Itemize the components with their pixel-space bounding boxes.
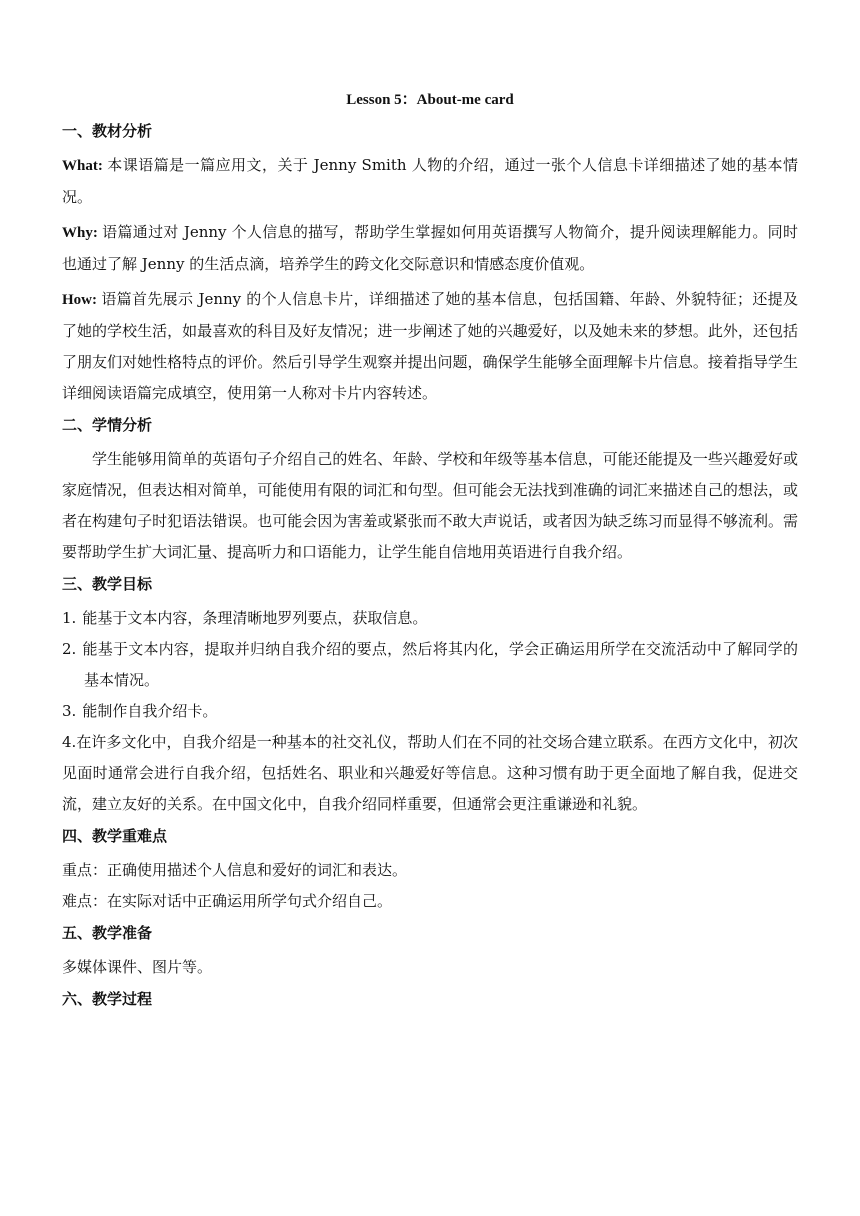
preparation-block	[62, 952, 798, 983]
how-text: 语篇首先展示 Jenny 的个人信息卡片，详细描述了她的基本信息，包括国籍、年龄、外貌特征；还提及了她的学校生活，如最喜欢的科目及好友情况；进一步阐述了她的兴趣爱好，以及她未来的梦想。此外，还包括了朋友们对她性格特点的评价。然后引导学生观察并提出问题，确保学生能够全面理解卡片信息。接着指导学生详细阅读语篇完成填空，使用第一人称对卡片内容转述。	[62, 290, 798, 402]
why-text: 语篇通过对 Jenny 个人信息的描写，帮助学生掌握如何用英语撰写人物简介，提升阅读理解能力。同时也通过了解 Jenny 的生活点滴，培养学生的跨文化交际意识和情感态度价值观。	[62, 223, 798, 273]
what-label: What:	[62, 158, 103, 174]
how-paragraph	[62, 284, 798, 409]
objectives-list	[62, 603, 798, 820]
objective-item: 3. 能制作自我介绍卡。	[62, 702, 218, 720]
section-heading-textbook-analysis: 一、教材分析	[62, 122, 153, 140]
key-difficult-block	[62, 855, 798, 917]
document-title: Lesson 5：About-me card	[346, 92, 514, 108]
student-analysis-text: 学生能够用简单的英语句子介绍自己的姓名、年龄、学校和年级等基本信息，可能还能提及一些兴趣爱好或家庭情况，但表达相对简单，可能使用有限的词汇和句型。但可能会无法找到准确的词汇来描述自己的想法，或者在构建句子时犯语法错误。也可能会因为害羞或紧张而不敢大声说话，或者因为缺乏练习而显得不够流利。需要帮助学生扩大词汇量、提高听力和口语能力，让学生能自信地用英语进行自我介绍。	[62, 450, 798, 561]
objective-item: 1. 能基于文本内容，条理清晰地罗列要点，获取信息。	[62, 609, 428, 627]
section-heading-student-analysis: 二、学情分析	[62, 416, 153, 434]
section-heading-key-difficult-points: 四、教学重难点	[62, 827, 168, 845]
what-text: 本课语篇是一篇应用文，关于 Jenny Smith 人物的介绍，通过一张个人信息卡详细描述了她的基本情况。	[62, 156, 798, 206]
objective-item: 2. 能基于文本内容，提取并归纳自我介绍的要点，然后将其内化，学会正确运用所学在交流活动中了解同学的基本情况。	[62, 640, 798, 689]
section-heading-teaching-process: 六、教学过程	[62, 990, 153, 1008]
how-label: How:	[62, 292, 97, 308]
what-paragraph	[62, 150, 798, 213]
why-label: Why:	[62, 225, 98, 241]
key-point-text: 重点：正确使用描述个人信息和爱好的词汇和表达。	[62, 861, 408, 879]
preparation-text: 多媒体课件、图片等。	[62, 958, 213, 976]
student-analysis-paragraph	[62, 444, 798, 568]
difficult-point-text: 难点：在实际对话中正确运用所学句式介绍自己。	[62, 892, 393, 910]
section-heading-teaching-objectives: 三、教学目标	[62, 575, 153, 593]
section-heading-teaching-preparation: 五、教学准备	[62, 924, 153, 942]
objective-item: 4.在许多文化中，自我介绍是一种基本的社交礼仪，帮助人们在不同的社交场合建立联系。在西方文化中，初次见面时通常会进行自我介绍，包括姓名、职业和兴趣爱好等信息。这种习惯有助于更全面地了解自我，促进交流，建立友好的关系。在中国文化中，自我介绍同样重要，但通常会更注重谦逊和礼貌。	[62, 733, 798, 813]
why-paragraph	[62, 217, 798, 280]
